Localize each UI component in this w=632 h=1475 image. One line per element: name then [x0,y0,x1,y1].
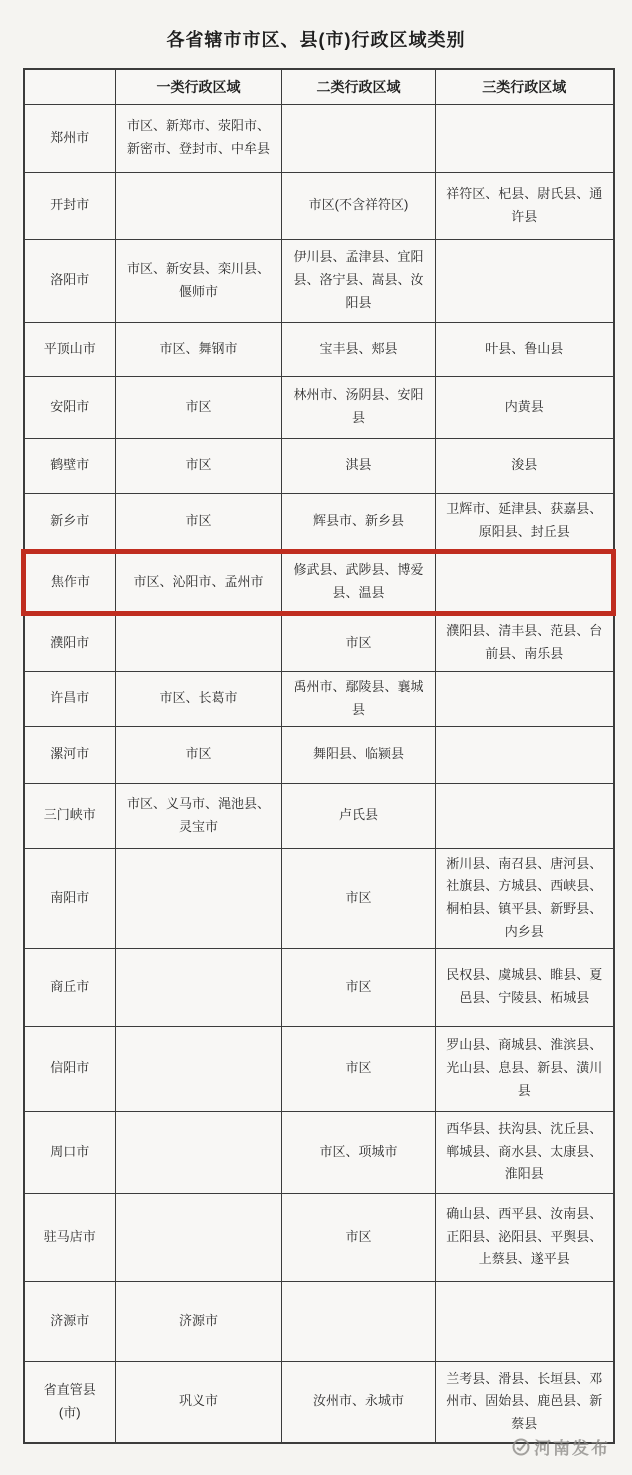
table-row [24,783,614,848]
table-row [24,613,614,671]
city-cell: 濮阳市 [24,613,116,671]
city-cell: 焦作市 [24,551,116,613]
city-cell: 鹤壁市 [24,438,116,493]
class2-cell: 禹州市、鄢陵县、襄城县 [282,671,436,726]
class1-cell [116,1111,282,1193]
class3-cell: 西华县、扶沟县、沈丘县、郸城县、商水县、太康县、淮阳县 [436,1111,614,1193]
table-row [24,1026,614,1111]
class3-cell: 兰考县、滑县、长垣县、邓州市、固始县、鹿邑县、新蔡县 [436,1361,614,1443]
class2-cell: 市区 [282,613,436,671]
header-class1: 一类行政区域 [116,69,282,104]
class3-cell [436,551,614,613]
city-cell: 济源市 [24,1281,116,1361]
class1-cell: 市区、义马市、渑池县、灵宝市 [116,783,282,848]
table-row [24,104,614,172]
class2-cell: 汝州市、永城市 [282,1361,436,1443]
class2-cell: 市区 [282,1193,436,1281]
class2-cell: 宝丰县、郏县 [282,322,436,376]
class3-cell: 确山县、西平县、汝南县、正阳县、泌阳县、平舆县、上蔡县、遂平县 [436,1193,614,1281]
class3-cell: 淅川县、南召县、唐河县、社旗县、方城县、西峡县、桐柏县、镇平县、新野县、内乡县 [436,848,614,948]
class3-cell: 叶县、鲁山县 [436,322,614,376]
city-cell: 洛阳市 [24,239,116,322]
class2-cell: 市区 [282,948,436,1026]
table-header-row [24,69,614,104]
class2-cell: 林州市、汤阴县、安阳县 [282,376,436,438]
city-cell: 开封市 [24,172,116,239]
table-row [24,551,614,613]
class3-cell: 濮阳县、清丰县、范县、台前县、南乐县 [436,613,614,671]
class1-cell: 市区、长葛市 [116,671,282,726]
class3-cell: 卫辉市、延津县、获嘉县、原阳县、封丘县 [436,493,614,551]
city-cell: 商丘市 [24,948,116,1026]
watermark-text: 河南发布 [534,1439,610,1458]
class1-cell: 市区、沁阳市、孟州市 [116,551,282,613]
class2-cell: 舞阳县、临颍县 [282,726,436,783]
city-cell: 新乡市 [24,493,116,551]
class1-cell: 市区、舞钢市 [116,322,282,376]
table-row [24,671,614,726]
class1-cell: 市区、新郑市、荥阳市、新密市、登封市、中牟县 [116,104,282,172]
table-row [24,438,614,493]
class3-cell: 内黄县 [436,376,614,438]
class2-cell: 辉县市、新乡县 [282,493,436,551]
city-cell: 安阳市 [24,376,116,438]
class3-cell: 祥符区、杞县、尉氏县、通许县 [436,172,614,239]
class2-cell: 伊川县、孟津县、宜阳县、洛宁县、嵩县、汝阳县 [282,239,436,322]
class3-cell: 罗山县、商城县、淮滨县、光山县、息县、新县、潢川县 [436,1026,614,1111]
class1-cell: 市区 [116,726,282,783]
class1-cell: 市区 [116,376,282,438]
city-cell: 许昌市 [24,671,116,726]
class3-cell [436,671,614,726]
class2-cell: 市区、项城市 [282,1111,436,1193]
class2-cell [282,1281,436,1361]
city-cell: 省直管县(市) [24,1361,116,1443]
page-title: 各省辖市市区、县(市)行政区域类别 [166,30,466,50]
table-row [24,322,614,376]
table-row [24,239,614,322]
table-row [24,848,614,948]
class2-cell: 市区(不含祥符区) [282,172,436,239]
class3-cell [436,104,614,172]
table-row [24,726,614,783]
table-row [24,376,614,438]
class2-cell: 市区 [282,848,436,948]
city-cell: 平顶山市 [24,322,116,376]
class1-cell [116,1026,282,1111]
class1-cell [116,1193,282,1281]
city-cell: 信阳市 [24,1026,116,1111]
class1-cell [116,613,282,671]
class2-cell: 卢氏县 [282,783,436,848]
class1-cell: 济源市 [116,1281,282,1361]
table-row [24,172,614,239]
class2-cell [282,104,436,172]
class1-cell: 市区、新安县、栾川县、偃师市 [116,239,282,322]
class3-cell: 民权县、虞城县、睢县、夏邑县、宁陵县、柘城县 [436,948,614,1026]
class3-cell [436,783,614,848]
class1-cell [116,848,282,948]
table-row [24,948,614,1026]
class3-cell [436,726,614,783]
class2-cell: 淇县 [282,438,436,493]
header-class3: 三类行政区域 [436,69,614,104]
table-row [24,1193,614,1281]
table-row [24,1111,614,1193]
city-cell: 郑州市 [24,104,116,172]
city-cell: 南阳市 [24,848,116,948]
city-cell: 三门峡市 [24,783,116,848]
class2-cell: 修武县、武陟县、博爱县、温县 [282,551,436,613]
region-category-table [21,68,616,1444]
class3-cell [436,1281,614,1361]
class1-cell [116,948,282,1026]
class1-cell [116,172,282,239]
table-row [24,1281,614,1361]
header-city [24,69,116,104]
class1-cell: 市区 [116,493,282,551]
class1-cell: 市区 [116,438,282,493]
class3-cell [436,239,614,322]
city-cell: 周口市 [24,1111,116,1193]
class1-cell: 巩义市 [116,1361,282,1443]
region-table-container [21,68,611,1444]
header-class2: 二类行政区域 [282,69,436,104]
class2-cell: 市区 [282,1026,436,1111]
city-cell: 漯河市 [24,726,116,783]
class3-cell: 浚县 [436,438,614,493]
table-row [24,1361,614,1443]
city-cell: 驻马店市 [24,1193,116,1281]
table-row [24,493,614,551]
